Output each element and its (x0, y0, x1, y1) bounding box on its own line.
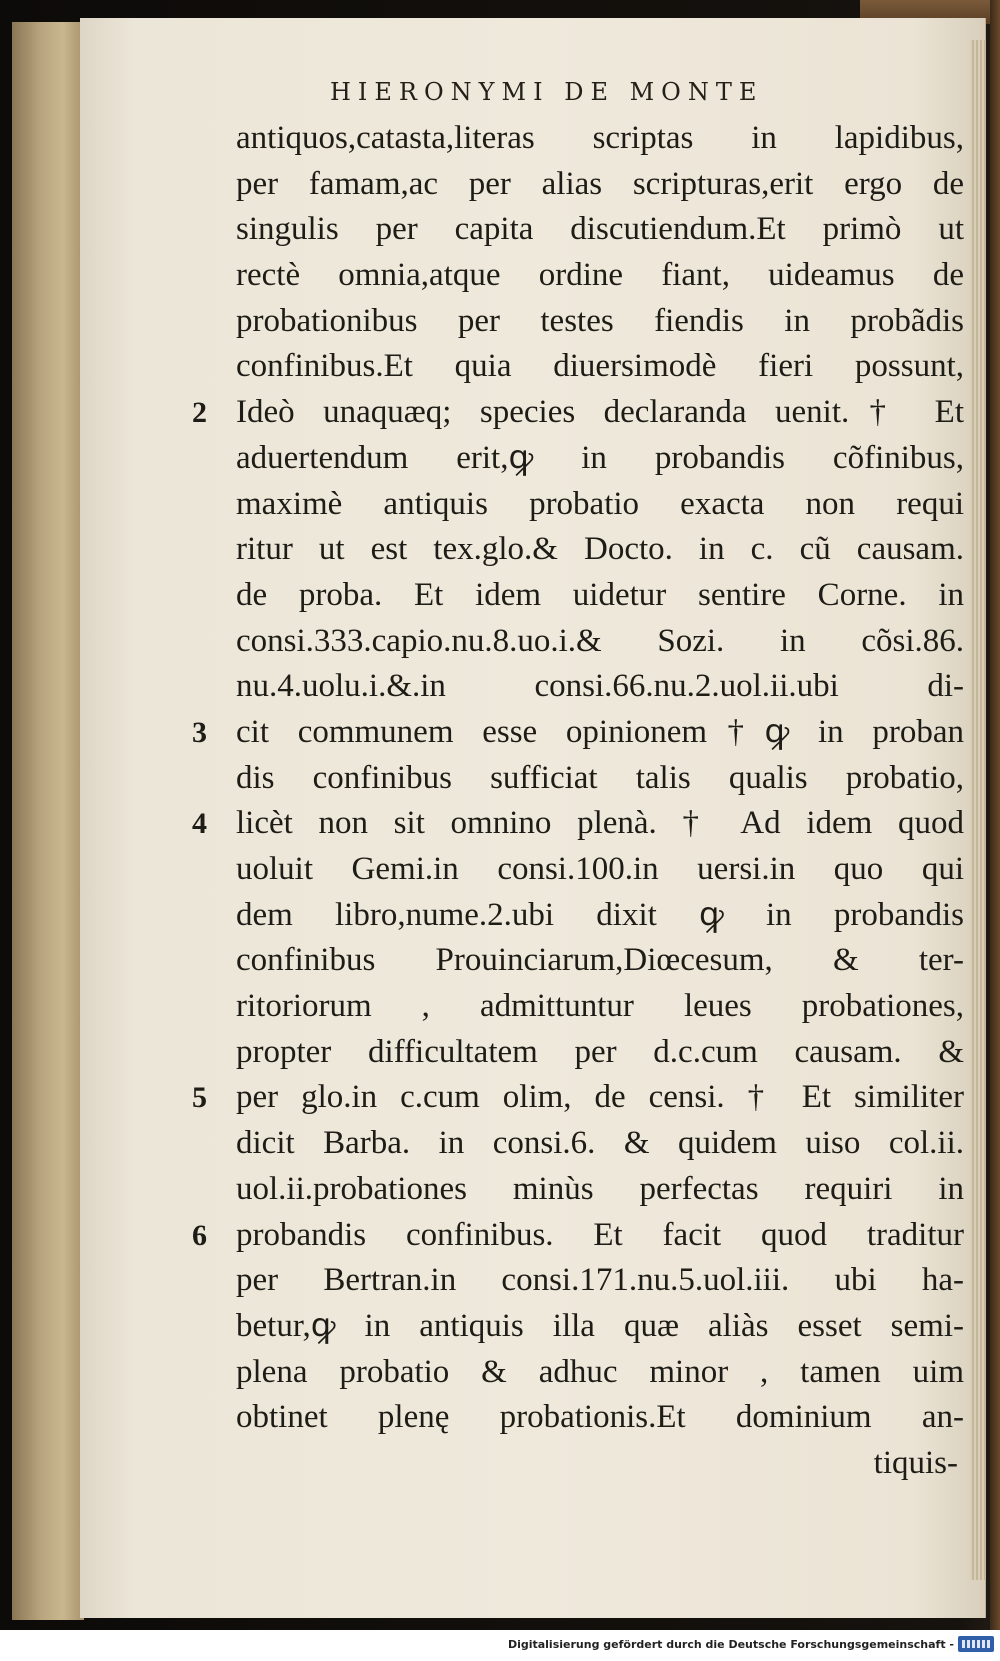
text-line-content: consi.333.capio.nu.8.uo.i.& Sozi. in cõsi.86. (236, 622, 964, 659)
text-line-content: ritur ut est tex.glo.& Docto. in c. cũ causam. (236, 531, 964, 568)
text-line (236, 436, 964, 482)
text-line-content: rectè omnia,atque ordine fiant, uideamus de (236, 257, 964, 294)
book-page-stack (12, 22, 84, 1620)
margin-number: 3 (192, 715, 207, 749)
text-line (236, 664, 964, 710)
text-line (192, 710, 964, 756)
text-line-content: Ideò unaquæq; species declaranda uenit.† Et (236, 394, 964, 431)
text-line-content: dicit Barba. in consi.6. & quidem uiso col.ii. (236, 1125, 964, 1162)
text-line-content: licèt non sit omnino plenà. † Ad idem quod (236, 805, 964, 842)
text-line (236, 1121, 964, 1167)
text-line-content: tiquis- (873, 1444, 958, 1481)
text-line (192, 1075, 964, 1121)
dfg-logo-icon (958, 1636, 994, 1652)
text-line (236, 1030, 964, 1076)
text-line (236, 344, 964, 390)
text-line (236, 482, 964, 528)
text-line (236, 299, 964, 345)
margin-number: 6 (192, 1218, 207, 1252)
text-line (236, 573, 964, 619)
text-line (236, 1350, 964, 1396)
text-line-content: cit communem esse opinionem†ꝙ in proban (236, 713, 964, 750)
margin-number: 2 (192, 396, 207, 430)
text-line (236, 847, 964, 893)
text-line-content: ritoriorum , admittuntur leues probationes, (236, 988, 964, 1025)
text-line (236, 253, 964, 299)
text-line-content: uol.ii.probationes minùs perfectas requiri in (236, 1170, 964, 1207)
text-line-content: probationibus per testes fiendis in probãdis (236, 302, 964, 339)
text-line-content: nu.4.uolu.i.&.in consi.66.nu.2.uol.ii.ubi di- (236, 668, 964, 705)
footer-credit: Digitalisierung gefördert durch die Deutsche Forschungsgemeinschaft - (507, 1638, 954, 1651)
text-line-content: uoluit Gemi.in consi.100.in uersi.in quo qui (236, 851, 964, 887)
text-line (236, 1395, 964, 1441)
text-line-content: plena probatio & adhuc minor , tamen uim (236, 1353, 964, 1390)
text-line-content: probandis confinibus. Et facit quod traditur (236, 1216, 964, 1253)
text-line (236, 756, 964, 802)
margin-number: 4 (192, 807, 207, 841)
text-line (236, 1167, 964, 1213)
text-line-content: dem libro,nume.2.ubi dixit ꝙ in probandis (236, 896, 964, 933)
text-line-content: confinibus Prouinciarum,Diœcesum, & ter- (236, 942, 964, 979)
text-line-content: per famam,ac per alias scripturas,erit ergo de (236, 165, 964, 202)
text-line (236, 619, 964, 665)
text-line (236, 527, 964, 573)
text-line (236, 893, 964, 939)
text-line-content: singulis per capita discutiendum.Et primò ut (236, 211, 964, 248)
text-line (236, 938, 964, 984)
text-line-content: aduertendum erit,ꝙ in probandis cõfinibus, (236, 439, 964, 476)
page-fore-edge (970, 40, 986, 1580)
text-line (236, 207, 964, 253)
body-text (192, 116, 964, 1487)
footer-bar (0, 1630, 1000, 1661)
text-line (236, 984, 964, 1030)
text-line (236, 1258, 964, 1304)
text-line (236, 1441, 964, 1487)
margin-number: 5 (192, 1081, 207, 1115)
text-line-content: dis confinibus sufficiat talis qualis probatio, (236, 759, 964, 796)
text-line (192, 801, 964, 847)
text-line-content: maximè antiquis probatio exacta non requi (236, 485, 964, 522)
text-line (192, 390, 964, 436)
text-line (236, 162, 964, 208)
text-line-content: confinibus.Et quia diuersimodè fieri possunt, (236, 348, 964, 385)
text-line-content: per Bertran.in consi.171.nu.5.uol.iii. ubi ha- (236, 1262, 964, 1299)
text-line-content: per glo.in c.cum olim, de censi. † Et similiter (236, 1079, 964, 1116)
running-head: HIERONYMI DE MONTE (330, 78, 764, 106)
text-line-content: obtinet plenę probationis.Et dominium an- (236, 1399, 964, 1436)
text-line-content: antiquos,catasta,literas scriptas in lapidibus, (236, 120, 964, 156)
text-line (236, 116, 964, 162)
text-line (236, 1304, 964, 1350)
text-line-content: de proba. Et idem uidetur sentire Corne. in (236, 576, 964, 613)
text-line (192, 1213, 964, 1259)
text-line-content: betur,ꝙ in antiquis illa quæ aliàs esset semi- (236, 1307, 964, 1344)
right-shadow (990, 0, 1000, 1630)
text-line-content: propter difficultatem per d.c.cum causam. & (236, 1033, 964, 1070)
